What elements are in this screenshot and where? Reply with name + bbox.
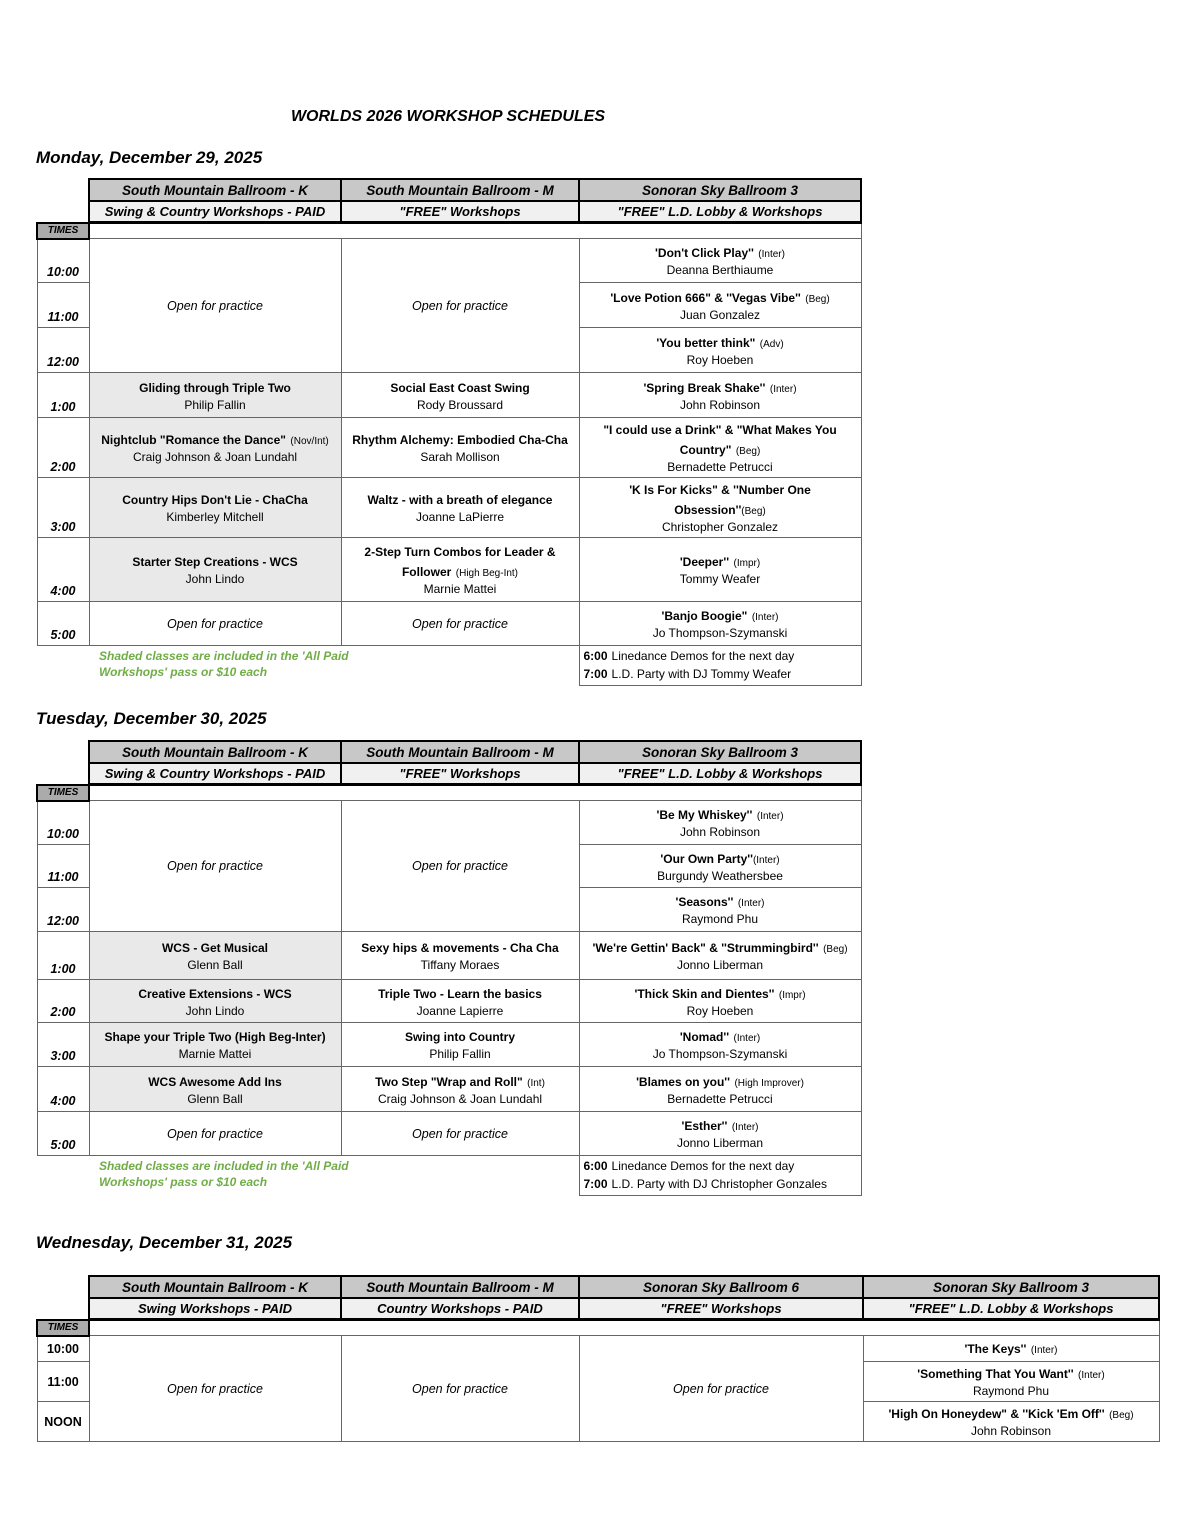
ballroom-header-s6: Sonoran Sky Ballroom 6 xyxy=(579,1276,863,1298)
ballroom-header-m: South Mountain Ballroom - M xyxy=(341,1276,579,1298)
class-level: (Beg) xyxy=(741,506,766,517)
time-label: 4:00 xyxy=(37,538,89,602)
times-label: TIMES xyxy=(37,223,89,239)
class-title: 'Seasons'' xyxy=(675,895,734,909)
corner-spacer xyxy=(37,201,89,223)
class-level: (Adv) xyxy=(759,338,784,350)
class-title: 'Love Potion 666" & ''Vegas Vibe'' xyxy=(610,290,801,305)
corner-spacer xyxy=(37,646,89,686)
class-level: (Inter) xyxy=(769,383,797,395)
workshop-type-header: Swing & Country Workshops - PAID xyxy=(89,201,341,223)
class-title: Waltz - with a breath of elegance xyxy=(367,493,553,507)
class-level: (Inter) xyxy=(733,1033,761,1044)
open-practice-cell: Open for practice xyxy=(341,801,579,932)
class-title: 'Something That You Want'' xyxy=(917,1367,1074,1381)
class-level: (Nov/Int) xyxy=(290,436,329,447)
class-cell xyxy=(341,980,579,1023)
class-title: 'K Is For Kicks" & ''Number One Obsession'' xyxy=(629,483,811,517)
times-strip xyxy=(89,1320,1159,1336)
class-cell xyxy=(89,538,341,602)
class-level: (Inter) xyxy=(1078,1370,1105,1381)
day-heading-monday: Monday, December 29, 2025 xyxy=(36,148,263,167)
time-label: 2:00 xyxy=(37,980,89,1023)
class-cell xyxy=(579,1067,861,1112)
instructor-name: Jo Thompson-Szymanski xyxy=(652,1047,788,1061)
open-practice-cell: Open for practice xyxy=(341,1112,579,1156)
corner-spacer xyxy=(37,1156,89,1196)
event-text: Linedance Demos for the next day xyxy=(611,1159,795,1174)
class-cell xyxy=(579,373,861,418)
class-cell xyxy=(89,932,341,980)
class-title: 'High On Honeydew" & ''Kick 'Em Off'' xyxy=(888,1407,1105,1421)
class-title: Country Hips Don't Lie - ChaCha xyxy=(122,493,308,507)
class-cell xyxy=(89,980,341,1023)
time-label: 1:00 xyxy=(37,932,89,980)
class-cell xyxy=(341,932,579,980)
instructor-name: Deanna Berthiaume xyxy=(666,263,774,277)
corner-spacer xyxy=(37,741,89,763)
class-level: (Int) xyxy=(527,1077,545,1089)
workshop-type-header: "FREE" Workshops xyxy=(579,1298,863,1320)
class-cell xyxy=(579,1023,861,1067)
class-cell xyxy=(579,478,861,538)
class-cell xyxy=(579,283,861,328)
class-cell xyxy=(863,1402,1159,1442)
instructor-name: John Robinson xyxy=(679,825,761,839)
time-label: 5:00 xyxy=(37,1112,89,1156)
class-level: (High Improver) xyxy=(734,1077,804,1089)
class-cell xyxy=(89,1067,341,1112)
event-time: 7:00 xyxy=(583,666,608,681)
corner-spacer xyxy=(37,763,89,785)
instructor-name: Rody Broussard xyxy=(416,397,504,412)
instructor-name: Raymond Phu xyxy=(972,1384,1050,1398)
class-cell xyxy=(579,1112,861,1156)
ballroom-header-s3: Sonoran Sky Ballroom 3 xyxy=(579,179,861,201)
class-title: 2-Step Turn Combos for Leader & Follower xyxy=(364,545,556,579)
open-practice-cell: Open for practice xyxy=(579,1336,863,1442)
time-label: 4:00 xyxy=(37,1067,89,1112)
class-cell xyxy=(579,980,861,1023)
class-title: Rhythm Alchemy: Embodied Cha-Cha xyxy=(352,433,568,447)
event-time: 6:00 xyxy=(583,1159,608,1174)
evening-event xyxy=(584,666,857,683)
class-title: 'Our Own Party'' xyxy=(660,851,753,866)
paid-note: Shaded classes are included in the 'All Paid Workshops' pass or $10 each xyxy=(99,1159,349,1189)
workshop-type-header: Country Workshops - PAID xyxy=(341,1298,579,1320)
class-title: 'Spring Break Shake'' xyxy=(643,380,766,395)
class-title: WCS - Get Musical xyxy=(161,941,268,955)
class-cell xyxy=(579,602,861,646)
class-level: (Inter) xyxy=(731,1122,759,1133)
workshop-type-header: "FREE" L.D. Lobby & Workshops xyxy=(579,201,861,223)
ballroom-header-k: South Mountain Ballroom - K xyxy=(89,179,341,201)
class-cell xyxy=(89,418,341,478)
class-cell xyxy=(341,1023,579,1067)
workshop-type-header: "FREE" Workshops xyxy=(341,201,579,223)
evening-event xyxy=(584,648,857,665)
open-practice-cell: Open for practice xyxy=(89,801,341,932)
instructor-name: Jonno Liberman xyxy=(676,958,764,972)
instructor-name: Burgundy Weathersbee xyxy=(657,868,783,883)
class-title: 'You better think" xyxy=(656,335,756,350)
class-cell xyxy=(579,801,861,845)
tuesday-schedule-table xyxy=(36,740,862,1196)
class-title: Starter Step Creations - WCS xyxy=(132,555,298,569)
time-label: 11:00 xyxy=(37,283,89,328)
day-heading-tuesday: Tuesday, December 30, 2025 xyxy=(36,709,267,728)
instructor-name: Bernadette Petrucci xyxy=(667,460,773,474)
instructor-name: Marnie Mattei xyxy=(178,1047,252,1061)
class-title: 'Deeper'' xyxy=(679,555,730,569)
class-title: 'Banjo Boogie" xyxy=(661,609,748,623)
class-cell xyxy=(341,478,579,538)
day-heading-wednesday: Wednesday, December 31, 2025 xyxy=(36,1233,293,1252)
evening-events xyxy=(579,1156,861,1196)
instructor-name: Craig Johnson & Joan Lundahl xyxy=(132,450,298,464)
class-cell xyxy=(341,1067,579,1112)
time-label: NOON xyxy=(37,1402,89,1442)
class-level: (Impr) xyxy=(733,558,761,569)
time-label: 12:00 xyxy=(37,888,89,932)
ballroom-header-s3: Sonoran Sky Ballroom 3 xyxy=(579,741,861,763)
time-label: 3:00 xyxy=(37,478,89,538)
instructor-name: Philip Fallin xyxy=(429,1047,491,1061)
time-label: 11:00 xyxy=(37,845,89,888)
class-cell xyxy=(579,328,861,373)
class-level: (Beg) xyxy=(823,944,848,955)
instructor-name: John Lindo xyxy=(185,572,245,586)
ballroom-header-k: South Mountain Ballroom - K xyxy=(89,1276,341,1298)
open-practice-cell: Open for practice xyxy=(89,1336,341,1442)
class-title: 'Esther'' xyxy=(681,1119,728,1133)
instructor-name: Roy Hoeben xyxy=(686,1003,754,1018)
class-cell xyxy=(863,1336,1159,1362)
instructor-name: Kimberley Mitchell xyxy=(166,510,264,524)
class-level: (Inter) xyxy=(758,249,785,260)
instructor-name: Tommy Weafer xyxy=(679,572,761,586)
class-title: 'We're Gettin' Back" & ''Strummingbird'' xyxy=(592,941,819,955)
time-label: 11:00 xyxy=(37,1362,89,1402)
instructor-name: Craig Johnson & Joan Lundahl xyxy=(377,1091,543,1106)
class-level: (Inter) xyxy=(1030,1344,1058,1356)
instructor-name: Jo Thompson-Szymanski xyxy=(652,626,788,640)
class-title: 'Nomad'' xyxy=(679,1030,730,1044)
time-label: 2:00 xyxy=(37,418,89,478)
time-label: 5:00 xyxy=(37,602,89,646)
instructor-name: Sarah Mollison xyxy=(420,450,500,464)
instructor-name: Bernadette Petrucci xyxy=(667,1091,773,1106)
time-label: 10:00 xyxy=(37,801,89,845)
event-text: Linedance Demos for the next day xyxy=(611,649,795,664)
event-time: 7:00 xyxy=(583,1176,608,1191)
class-title: Two Step "Wrap and Roll" xyxy=(375,1074,523,1089)
workshop-type-header: "FREE" Workshops xyxy=(341,763,579,785)
class-title: 'Blames on you'' xyxy=(636,1074,730,1089)
event-text: L.D. Party with DJ Tommy Weafer xyxy=(611,666,792,681)
class-level: (Beg) xyxy=(1109,1410,1134,1421)
instructor-name: Raymond Phu xyxy=(681,912,759,926)
workshop-type-header: "FREE" L.D. Lobby & Workshops xyxy=(579,763,861,785)
class-title: "I could use a Drink" & "What Makes You Country" xyxy=(603,423,837,457)
class-cell xyxy=(341,538,579,602)
event-text: L.D. Party with DJ Christopher Gonzales xyxy=(611,1176,827,1191)
class-level: (Impr) xyxy=(778,989,806,1001)
instructor-name: Joanne Lapierre xyxy=(416,1003,504,1018)
class-cell xyxy=(579,239,861,283)
instructor-name: Philip Fallin xyxy=(184,397,246,412)
ballroom-header-m: South Mountain Ballroom - M xyxy=(341,179,579,201)
workshop-type-header: "FREE" L.D. Lobby & Workshops xyxy=(863,1298,1159,1320)
class-level: (Inter) xyxy=(751,612,779,623)
instructor-name: John Robinson xyxy=(970,1424,1052,1438)
instructor-name: Glenn Ball xyxy=(187,958,243,972)
instructor-name: John Lindo xyxy=(185,1003,245,1018)
class-title: Creative Extensions - WCS xyxy=(138,986,292,1001)
instructor-name: Marnie Mattei xyxy=(423,582,497,596)
corner-spacer xyxy=(37,1298,89,1320)
open-practice-cell: Open for practice xyxy=(89,1112,341,1156)
class-title: Sexy hips & movements - Cha Cha xyxy=(361,941,559,955)
workshop-type-header: Swing Workshops - PAID xyxy=(89,1298,341,1320)
class-cell xyxy=(89,373,341,418)
time-label: 10:00 xyxy=(37,1336,89,1362)
class-title: Social East Coast Swing xyxy=(390,380,530,395)
instructor-name: Glenn Ball xyxy=(187,1091,243,1106)
class-level: (Beg) xyxy=(805,293,830,305)
times-strip xyxy=(89,223,861,239)
class-title: Swing into Country xyxy=(405,1030,515,1044)
class-title: 'The Keys'' xyxy=(964,1341,1027,1356)
instructor-name: Jonno Liberman xyxy=(676,1136,764,1150)
class-cell xyxy=(863,1362,1159,1402)
ballroom-header-m: South Mountain Ballroom - M xyxy=(341,741,579,763)
paid-note-cell xyxy=(89,646,579,686)
instructor-name: Christopher Gonzalez xyxy=(661,520,779,534)
open-practice-cell: Open for practice xyxy=(89,239,341,373)
monday-schedule-table xyxy=(36,178,862,686)
open-practice-cell: Open for practice xyxy=(89,602,341,646)
class-cell xyxy=(89,478,341,538)
corner-spacer xyxy=(37,1276,89,1298)
class-title: 'Be My Whiskey'' xyxy=(656,808,753,822)
time-label: 1:00 xyxy=(37,373,89,418)
corner-spacer xyxy=(37,179,89,201)
instructor-name: Roy Hoeben xyxy=(686,352,754,367)
class-level: (Inter) xyxy=(756,811,784,822)
instructor-name: Tiffany Moraes xyxy=(420,958,500,972)
class-title: Triple Two - Learn the basics xyxy=(378,986,542,1001)
event-time: 6:00 xyxy=(583,649,608,664)
wednesday-schedule-table xyxy=(36,1275,1160,1442)
ballroom-header-k: South Mountain Ballroom - K xyxy=(89,741,341,763)
open-practice-cell: Open for practice xyxy=(341,602,579,646)
class-title: Nightclub "Romance the Dance" xyxy=(101,433,286,447)
class-title: Gliding through Triple Two xyxy=(139,380,291,395)
paid-note-cell xyxy=(89,1156,579,1196)
class-level: (Inter) xyxy=(752,854,780,866)
times-label: TIMES xyxy=(37,1320,89,1336)
class-title: WCS Awesome Add Ins xyxy=(148,1074,282,1089)
open-practice-cell: Open for practice xyxy=(341,1336,579,1442)
class-cell xyxy=(579,418,861,478)
evening-event xyxy=(584,1176,857,1193)
evening-event xyxy=(584,1158,857,1175)
class-cell xyxy=(341,418,579,478)
time-label: 12:00 xyxy=(37,328,89,373)
instructor-name: Juan Gonzalez xyxy=(679,307,761,322)
paid-note: Shaded classes are included in the 'All Paid Workshops' pass or $10 each xyxy=(99,649,349,679)
class-cell xyxy=(341,373,579,418)
class-cell xyxy=(579,932,861,980)
class-level: (Beg) xyxy=(735,446,761,457)
instructor-name: John Robinson xyxy=(679,397,761,412)
class-cell xyxy=(89,1023,341,1067)
times-label: TIMES xyxy=(37,785,89,801)
class-cell xyxy=(579,845,861,888)
times-strip xyxy=(89,785,861,801)
class-cell xyxy=(579,538,861,602)
page-title: WORLDS 2026 WORKSHOP SCHEDULES xyxy=(290,108,606,125)
ballroom-header-s3: Sonoran Sky Ballroom 3 xyxy=(863,1276,1159,1298)
time-label: 10:00 xyxy=(37,239,89,283)
workshop-type-header: Swing & Country Workshops - PAID xyxy=(89,763,341,785)
instructor-name: Joanne LaPierre xyxy=(415,510,505,524)
time-label: 3:00 xyxy=(37,1023,89,1067)
class-title: 'Don't Click Play'' xyxy=(655,246,754,260)
class-title: Shape your Triple Two (High Beg-Inter) xyxy=(104,1030,326,1044)
class-title: 'Thick Skin and Dientes'' xyxy=(634,986,775,1001)
class-level: (Inter) xyxy=(737,898,765,909)
class-cell xyxy=(579,888,861,932)
evening-events xyxy=(579,646,861,686)
class-level: (High Beg-Int) xyxy=(455,568,519,579)
open-practice-cell: Open for practice xyxy=(341,239,579,373)
